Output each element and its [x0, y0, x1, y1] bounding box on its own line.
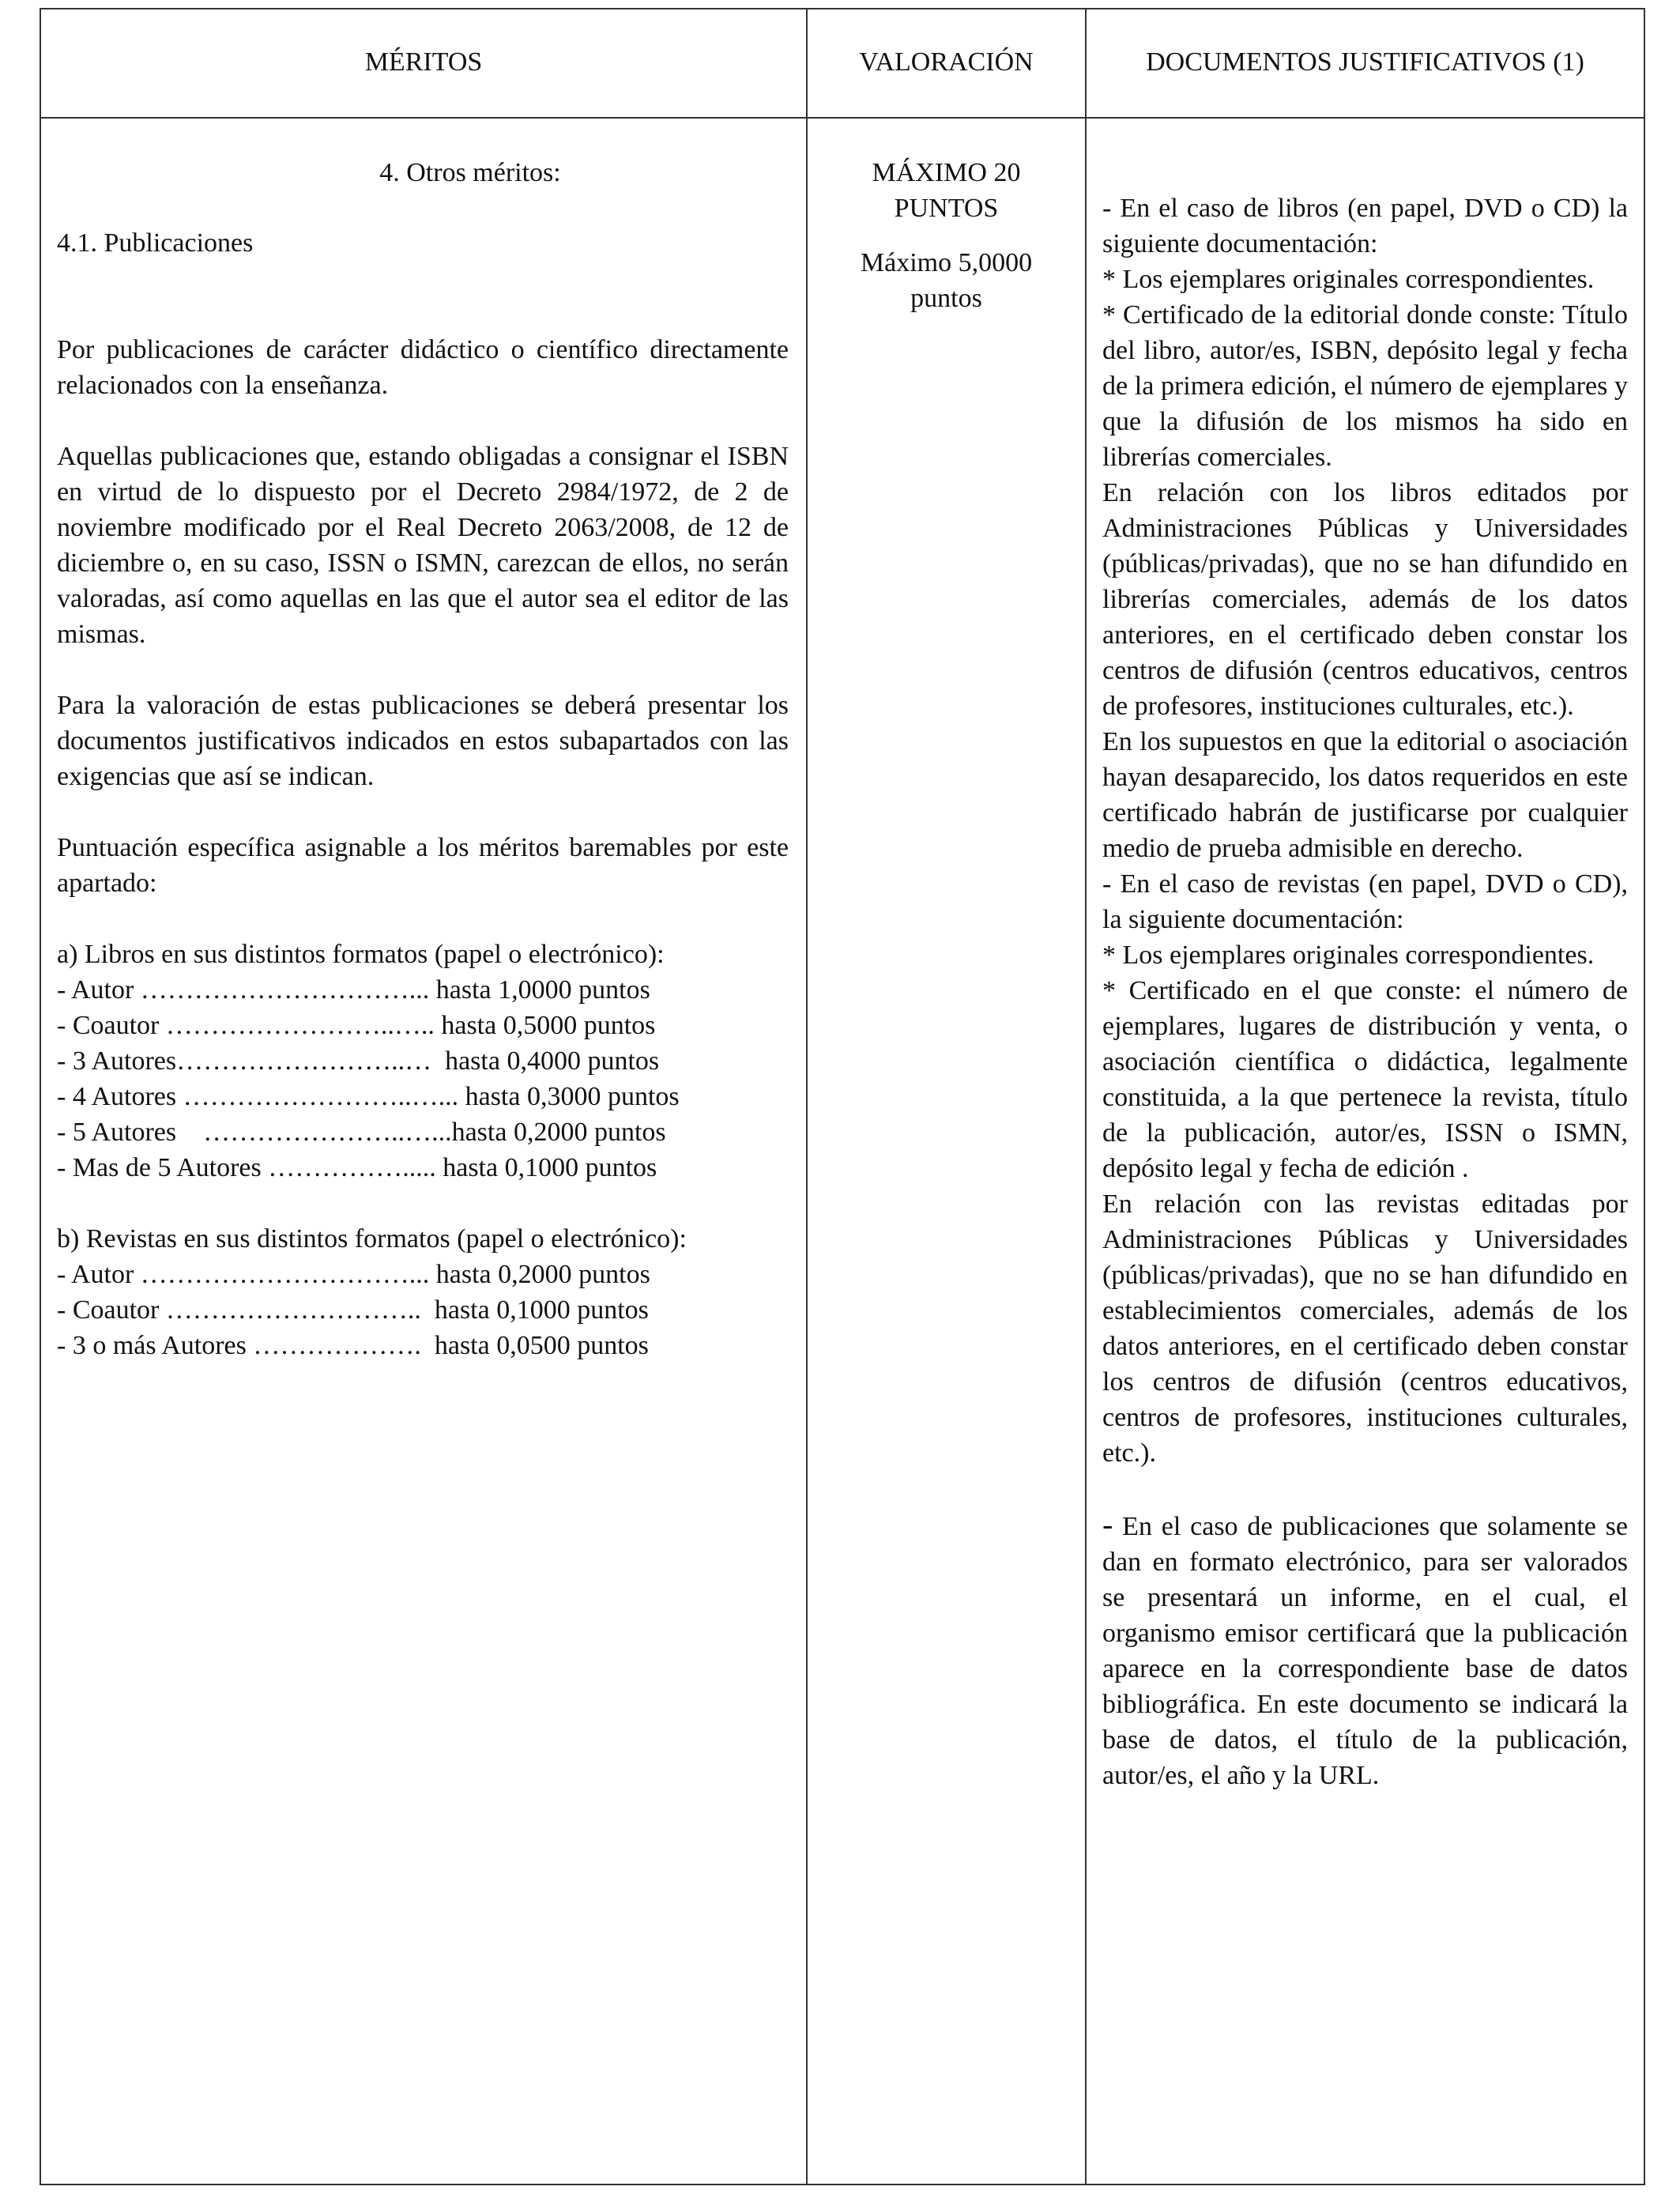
- doc-libros-admin: En relación con los libros editados por Administraciones Públicas y Universidades (públicas/privadas), que no se han difundido en librerías comerciales, además de los datos anteriores, en el certificado deben constar los centros de difusión (centros educativos, centros de profesores, instituciones culturales, etc.).: [1102, 478, 1628, 721]
- libros-line: - Mas de 5 Autores ……………..... hasta 0,1000 puntos: [57, 1153, 657, 1182]
- meritos-cell: [40, 118, 807, 2185]
- revistas-line: - Coautor ……………………….. hasta 0,1000 puntos: [57, 1295, 649, 1325]
- documentos-cell: [1086, 118, 1644, 2185]
- meritos-para-2: Aquellas publicaciones que, estando obligadas a consignar el ISBN en virtud de lo dispuesto por el Decreto 2984/1972, de 2 de noviembre modificado por el Real Decreto 2063/2008, de 12 de diciembre o, en su caso, ISSN o ISMN, carezcan de ellos, no serán valoradas, así como aquellas en las que el autor sea el editor de las mismas.: [57, 442, 789, 649]
- doc-libros-intro: - En el caso de libros (en papel, DVD o CD) la siguiente documentación:: [1102, 194, 1628, 258]
- doc-libros-item-2: * Certificado de la editorial donde conste: Título del libro, autor/es, ISBN, depósito legal y fecha de la primera edición, el número de ejemplares y que la difusión de los mismos ha sido en librerías comerciales.: [1102, 300, 1628, 472]
- valoracion-content: [808, 119, 1085, 316]
- doc-electronico-text: En el caso de publicaciones que solamente se dan en formato electrónico, para ser valorados se presentará un informe, en el cual, el organismo emisor certificará que la publicación aparece en la correspondiente base de datos bibliográfica. En este documento se indicará la base de datos, el título de la publicación, autor/es, el año y la URL.: [1102, 1512, 1629, 1790]
- subsection-title: 4.1. Publicaciones: [57, 228, 254, 258]
- libros-line: - 5 Autores …………………..…...hasta 0,2000 puntos: [57, 1118, 666, 1147]
- doc-libros-item-1: * Los ejemplares originales correspondientes.: [1102, 265, 1595, 294]
- libros-line: - 4 Autores ……………………..…... hasta 0,3000 puntos: [57, 1082, 680, 1111]
- header-documentos: DOCUMENTOS JUSTIFICATIVOS (1): [1146, 47, 1584, 77]
- header-meritos: MÉRITOS: [364, 47, 483, 77]
- documentos-content: [1087, 119, 1644, 1793]
- doc-electronico: [1102, 1506, 1628, 1793]
- meritos-para-1: Por publicaciones de carácter didáctico o científico directamente relacionados con la enseñanza.: [57, 335, 789, 400]
- header-valoracion: VALORACIÓN: [859, 47, 1034, 77]
- section-title: 4. Otros méritos:: [379, 158, 561, 187]
- doc-revistas-item-2: * Certificado en el que conste: el número de ejemplares, lugares de distribución y venta, o asociación científica o didáctica, legalmente constituida, a la que pertenece la revista, título de la publicación, autor/es, ISSN o ISMN, depósito legal y fecha de edición .: [1102, 976, 1628, 1183]
- doc-revistas-admin: En relación con las revistas editadas por Administraciones Públicas y Universidades (públicas/privadas), que no se han difundido en establecimientos comerciales, además de los datos anteriores, en el certificado deben constar los centros de difusión (centros educativos, centros de profesores, instituciones culturales, etc.).: [1102, 1189, 1628, 1468]
- header-cell-valoracion: [807, 9, 1086, 118]
- meritos-content: [41, 119, 806, 1363]
- meritos-para-3: Para la valoración de estas publicaciones se deberá presentar los documentos justificativos indicados en estos subapartados con las exigencias que así se indican.: [57, 691, 789, 791]
- valoracion-cell: [807, 118, 1086, 2185]
- revistas-line: - 3 o más Autores ………………. hasta 0,0500 puntos: [57, 1331, 649, 1360]
- libros-line: - Coautor ……………………..….. hasta 0,5000 puntos: [57, 1011, 656, 1040]
- doc-electronico-dash: -: [1102, 1506, 1113, 1542]
- table-header-row: [40, 9, 1644, 118]
- table-body-row: [40, 118, 1644, 2185]
- meritos-para-4: Puntuación específica asignable a los méritos baremables por este apartado:: [57, 833, 789, 898]
- doc-revistas-item-1: * Los ejemplares originales correspondientes.: [1102, 941, 1595, 970]
- doc-libros-desaparecido: En los supuestos en que la editorial o asociación hayan desaparecido, los datos requeridos en este certificado habrán de justificarse por cualquier medio de prueba admisible en derecho.: [1102, 727, 1628, 863]
- libros-line: - 3 Autores……………………..… hasta 0,4000 puntos: [57, 1046, 660, 1076]
- header-cell-documentos: [1086, 9, 1644, 118]
- revistas-title: b) Revistas en sus distintos formatos (papel o electrónico):: [57, 1224, 687, 1253]
- revistas-line: - Autor …………………………... hasta 0,2000 puntos: [57, 1260, 650, 1289]
- valoracion-maximo-sub: Máximo 5,0000 puntos: [860, 248, 1033, 313]
- doc-revistas-intro: - En el caso de revistas (en papel, DVD o CD), la siguiente documentación:: [1102, 869, 1628, 934]
- header-cell-meritos: [40, 9, 807, 118]
- libros-title: a) Libros en sus distintos formatos (papel o electrónico):: [57, 940, 665, 969]
- valoracion-maximo-total: MÁXIMO 20 PUNTOS: [872, 158, 1021, 223]
- merits-table: [40, 8, 1645, 2185]
- libros-line: - Autor …………………………... hasta 1,0000 puntos: [57, 975, 650, 1005]
